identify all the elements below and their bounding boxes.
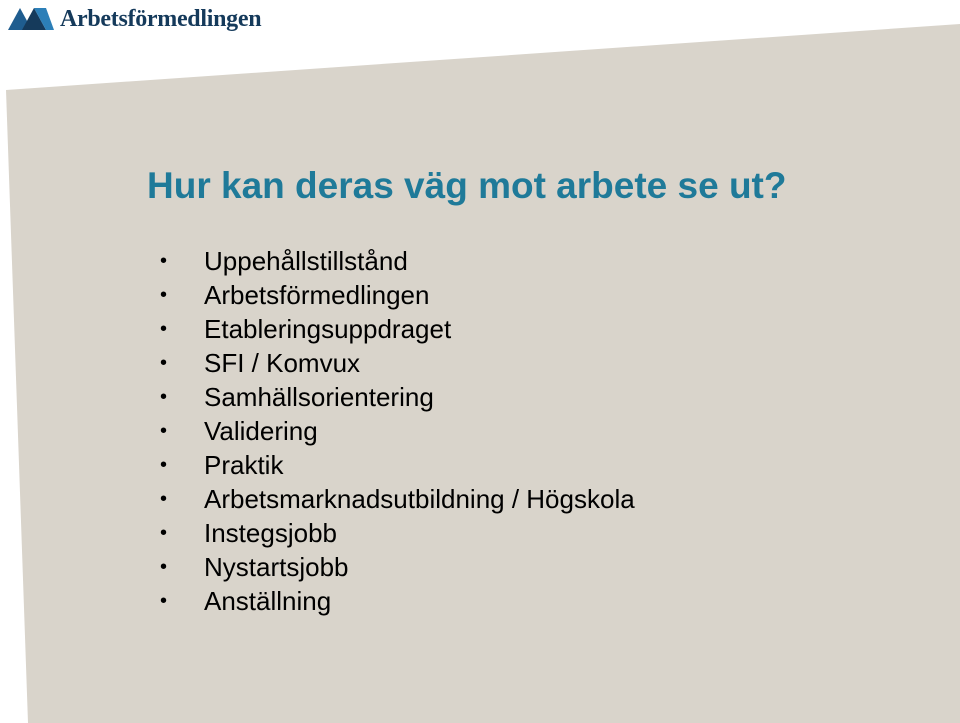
bullet-text: Arbetsmarknadsutbildning / Högskola bbox=[204, 484, 635, 514]
bullet-text: Praktik bbox=[204, 450, 284, 480]
list-item bbox=[160, 278, 635, 312]
bullet-icon: • bbox=[160, 488, 168, 510]
bullet-text: Uppehållstillstånd bbox=[204, 246, 408, 276]
logo-mark-icon bbox=[8, 6, 54, 32]
arbetsformedlingen-logo bbox=[8, 2, 261, 36]
bullet-icon: • bbox=[160, 352, 168, 374]
list-item bbox=[160, 312, 635, 346]
bullet-list bbox=[160, 244, 635, 618]
list-item bbox=[160, 244, 635, 278]
bullet-text: Anställning bbox=[204, 586, 332, 616]
list-item bbox=[160, 584, 635, 618]
bullet-icon: • bbox=[160, 284, 168, 306]
bullet-text: Nystartsjobb bbox=[204, 552, 349, 582]
list-item bbox=[160, 414, 635, 448]
bullet-icon: • bbox=[160, 454, 168, 476]
bullet-text: Samhällsorientering bbox=[204, 382, 434, 412]
bullet-icon: • bbox=[160, 386, 168, 408]
bullet-icon: • bbox=[160, 590, 168, 612]
list-item bbox=[160, 448, 635, 482]
logo-wordmark: Arbetsförmedlingen bbox=[60, 6, 262, 32]
bullet-icon: • bbox=[160, 556, 168, 578]
bullet-icon: • bbox=[160, 318, 168, 340]
bullet-text: Etableringsuppdraget bbox=[204, 314, 452, 344]
list-item bbox=[160, 550, 635, 584]
bullet-text: Arbetsförmedlingen bbox=[204, 280, 430, 310]
list-item bbox=[160, 380, 635, 414]
bullet-icon: • bbox=[160, 522, 168, 544]
bullet-icon: • bbox=[160, 420, 168, 442]
list-item bbox=[160, 482, 635, 516]
bullet-icon: • bbox=[160, 250, 168, 272]
slide-title: Hur kan deras väg mot arbete se ut? bbox=[147, 165, 787, 206]
bullet-text: Instegsjobb bbox=[204, 518, 337, 548]
list-item bbox=[160, 346, 635, 380]
bullet-text: Validering bbox=[204, 416, 318, 446]
list-item bbox=[160, 516, 635, 550]
bullet-text: SFI / Komvux bbox=[204, 348, 361, 378]
